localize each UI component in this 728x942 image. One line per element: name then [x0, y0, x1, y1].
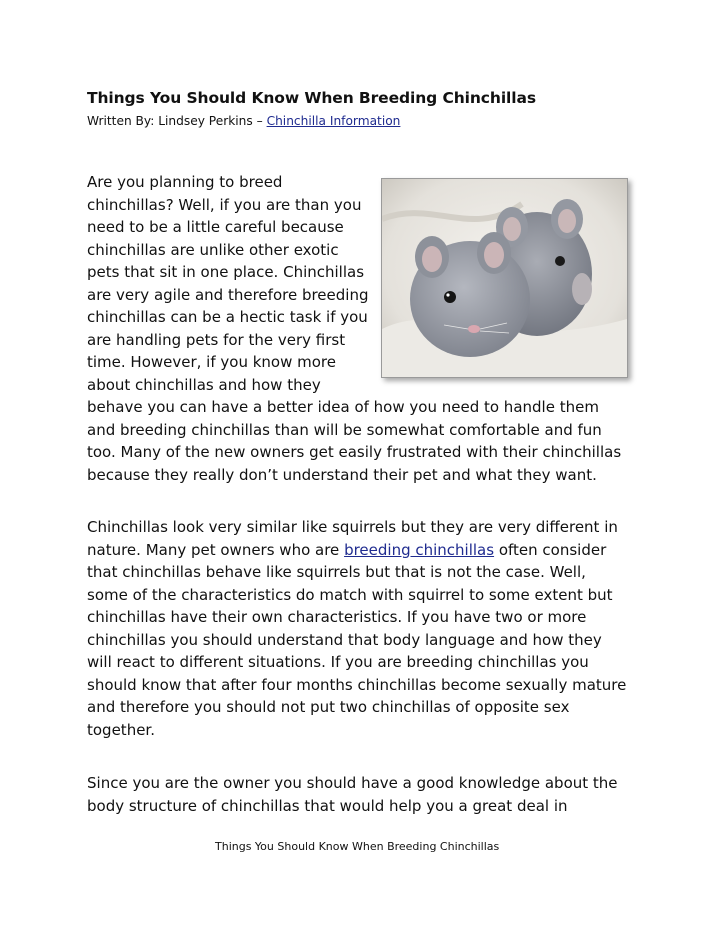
text-line: chinchillas? Well, if you are than you: [87, 195, 362, 214]
text-line: time. However, if you know more: [87, 353, 336, 371]
text-line: pets that sit in one place. Chinchillas: [87, 263, 365, 281]
text-line: because they really don’t understand their pet and what they want.: [87, 465, 597, 484]
text-line: that chinchillas behave like squirrels but that is not the case. Well,: [87, 563, 586, 581]
text-line: are very agile and therefore breeding: [87, 285, 369, 304]
text-line: about chinchillas and how they: [87, 375, 321, 394]
text-line: are handling pets for the very first: [87, 330, 346, 349]
text-line: together.: [87, 720, 155, 739]
text-line: Chinchillas look very similar like squirrels but they are very different in: [87, 518, 618, 536]
text-line: will react to different situations. If you are breeding chinchillas you: [87, 653, 589, 671]
text-line: too. Many of the new owners get easily frustrated with their chinchillas: [87, 443, 622, 461]
chinchilla-information-link[interactable]: Chinchilla Information: [266, 114, 401, 128]
document-title: Things You Should Know When Breeding Chinchillas: [87, 89, 536, 107]
text-line: behave you can have a better idea of how you need to handle them: [87, 398, 599, 416]
text-line: and therefore you should not put two chinchillas of opposite sex: [87, 698, 570, 716]
byline: [87, 114, 400, 128]
text-line: should know that after four months chinchillas become sexually mature: [87, 675, 627, 694]
text-line: chinchillas can be a hectic task if you: [87, 308, 368, 326]
paragraph-3: [87, 772, 647, 817]
paragraph-2: [87, 516, 647, 741]
text-line: chinchillas have their own characteristics. If you have two or more: [87, 608, 587, 626]
byline-author: Written By: Lindsey Perkins –: [87, 114, 267, 128]
text-line: chinchillas you should understand that body language and how they: [87, 630, 602, 649]
text-segment: often consider: [494, 540, 607, 559]
text-line: Are you planning to breed: [87, 173, 283, 191]
text-line: some of the characteristics do match with squirrel to some extent but: [87, 585, 613, 604]
text-line: [87, 539, 647, 562]
text-segment: nature. Many pet owners who are: [87, 540, 345, 559]
chinchillas-image: [382, 179, 627, 377]
text-line: Since you are the owner you should have a good knowledge about the: [87, 774, 618, 792]
chinchilla-photo: [381, 178, 628, 378]
text-line: and breeding chinchillas than will be somewhat comfortable and fun: [87, 420, 602, 439]
text-line: body structure of chinchillas that would help you a great deal in: [87, 796, 568, 815]
breeding-chinchillas-link[interactable]: breeding chinchillas: [344, 540, 495, 559]
page-footer: Things You Should Know When Breeding Chinchillas: [215, 840, 500, 853]
text-line: chinchillas are unlike other exotic: [87, 240, 339, 259]
text-line: need to be a little careful because: [87, 218, 344, 236]
